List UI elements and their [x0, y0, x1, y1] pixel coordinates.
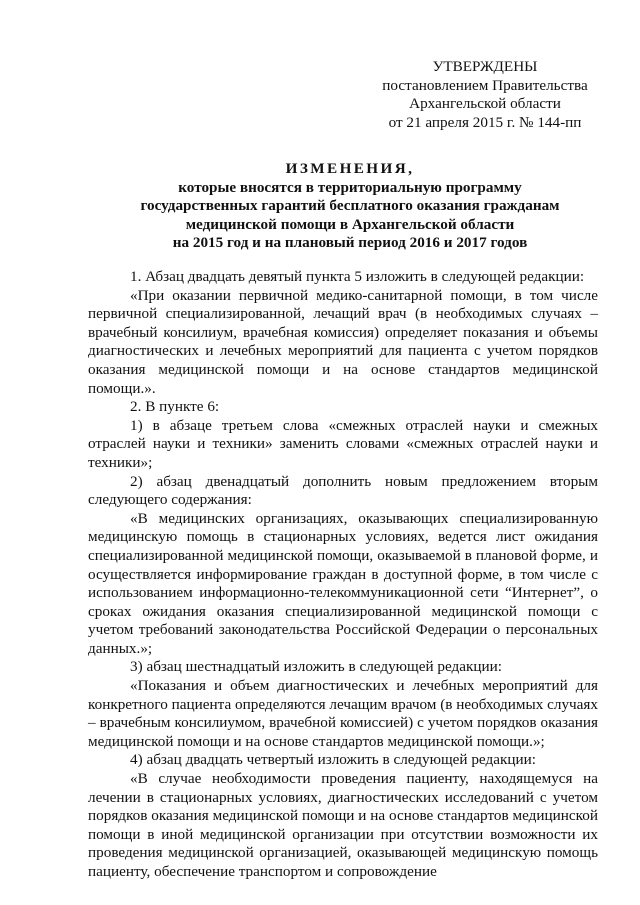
title-line: государственных гарантий бесплатного оказания гражданам — [140, 197, 560, 214]
title-line: медицинской помощи в Архангельской области — [185, 215, 515, 233]
paragraph: 2) абзац двенадцатый дополнить новым предложением вторым следующего содержания: — [88, 472, 598, 509]
paragraph: «В медицинских организациях, оказывающих специализированную медицинскую помощь в стационарных условиях, ведется лист ожидания специализированной медицинской помощи, оказываемой в плановой форме, и осуществляется информирование граждан в доступной форме, в том числе с использованием информационно-телекоммуникационной сети “Интернет”, о сроках ожидания оказания специализированной медицинской помощи с учетом требований законодательства Российской Федерации о персональных данных.»; — [88, 509, 598, 657]
paragraph: «В случае необходимости проведения пациенту, находящемуся на лечении в стационарных условиях, диагностических исследований с учетом порядков оказания медицинской помощи и на основе стандартов медицинской помощи в иной медицинской организации при отсутствии возможности их проведения медицинской организацией, оказывающей медицинскую помощь пациенту, обеспечение транспортом и сопровождение — [88, 770, 598, 880]
paragraph: 1) в абзаце третьем слова «смежных отраслей науки и смежных отраслей науки и техники» заменить словами «смежных отраслей науки и техники»; — [88, 416, 598, 471]
title-main: ИЗМЕНЕНИЯ, — [285, 160, 415, 177]
paragraph: 4) абзац двадцать четвертый изложить в следующей редакции: — [130, 751, 536, 769]
paragraph: 3) абзац шестнадцатый изложить в следующей редакции: — [130, 658, 502, 676]
paragraph: «При оказании первичной медико-санитарной помощи, в том числе первичной специализированной, лечащий врач (в необходимых случаях – врачебный консилиум, врачебная комиссия) определяет показания и объемы диагностических и лечебных мероприятий для пациента с учетом порядков оказания медицинской помощи и на основе стандартов медицинской помощи.». — [88, 286, 598, 397]
paragraph: 2. В пункте 6: — [130, 398, 220, 416]
approval-date-line: от 21 апреля 2015 г. № 144-пп — [388, 113, 582, 131]
document-title — [80, 160, 620, 253]
approval-stamp — [360, 58, 610, 132]
document-body — [88, 268, 598, 882]
title-line: на 2015 год и на плановый период 2016 и 2017 годов — [172, 234, 528, 251]
paragraph: «Показания и объем диагностических и лечебных мероприятий для конкретного пациента определяются лечащим врачом (в необходимых случаях – врачебным консилиумом, врачебной комиссией) с учетом порядков оказания медицинской помощи и на основе стандартов медицинской помощи.»; — [88, 677, 598, 750]
paragraph: 1. Абзац двадцать девятый пункта 5 изложить в следующей редакции: — [130, 268, 585, 285]
approval-line: Архангельской области — [409, 95, 561, 112]
title-line: которые вносятся в территориальную программу — [178, 178, 522, 196]
approval-heading: УТВЕРЖДЕНЫ — [432, 58, 538, 75]
approval-line: постановлением Правительства — [382, 76, 588, 94]
